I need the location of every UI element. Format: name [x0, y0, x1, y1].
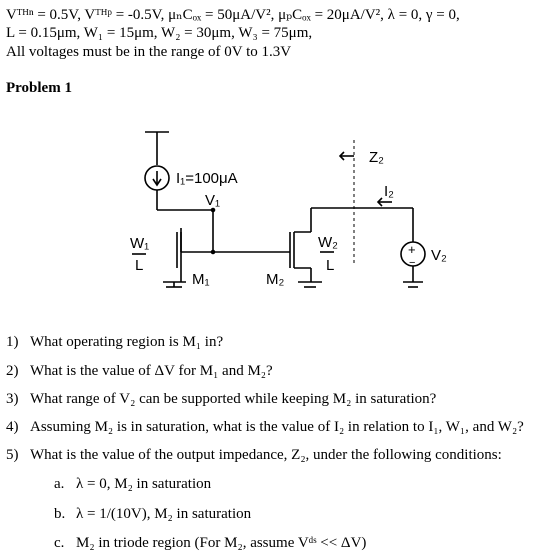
l2-label: L: [326, 257, 335, 274]
l1-label: L: [135, 257, 144, 274]
z2-label: Z₂: [369, 149, 384, 166]
v1-node-label: V₁: [205, 192, 221, 209]
w1-label: W₁: [130, 235, 150, 252]
v2-label: V₂: [431, 247, 447, 264]
parameters-line-2: L = 0.15μm, W₁ = 15μm, W₂ = 30μm, W₃ = 75μm,: [6, 25, 313, 41]
subquestion-b: b. λ = 1/(10V), M₂ in saturation: [54, 506, 252, 522]
problem-title: Problem 1: [6, 80, 72, 96]
question-4: 4) Assuming M₂ is in saturation, what is the value of I₂ in relation to I₁, W₁, and W₂?: [6, 419, 524, 435]
question-3: 3) What range of V₂ can be supported while keeping M₂ in saturation?: [6, 391, 437, 407]
current-source-label: I₁=100μA: [176, 170, 238, 187]
question-5: 5) What is the value of the output impedance, Z₂, under the following conditions:: [6, 447, 502, 463]
minus-sign: −: [409, 257, 416, 269]
question-1: 1) What operating region is M₁ in?: [6, 334, 224, 350]
question-2: 2) What is the value of ΔV for M₁ and M₂?: [6, 363, 273, 379]
subquestion-c: c. M₂ in triode region (For M₂, assume Vᵈˢ << ΔV): [54, 535, 367, 551]
i2-label: I₂: [384, 183, 394, 200]
m2-label: M₂: [266, 271, 285, 288]
w2-label: W₂: [318, 234, 338, 251]
parameters-line-1: Vᵀᴴⁿ = 0.5V, Vᵀᴴᵖ = -0.5V, μₙCₒₓ = 50μA/V², μₚCₒₓ = 20μA/V², λ = 0, γ = 0,: [6, 7, 460, 23]
circuit-diagram: [0, 120, 558, 310]
subquestion-a: a. λ = 0, M₂ in saturation: [54, 476, 212, 492]
plus-sign: +: [408, 242, 416, 257]
m1-label: M₁: [192, 271, 210, 288]
parameters-line-3: All voltages must be in the range of 0V to 1.3V: [6, 44, 292, 60]
